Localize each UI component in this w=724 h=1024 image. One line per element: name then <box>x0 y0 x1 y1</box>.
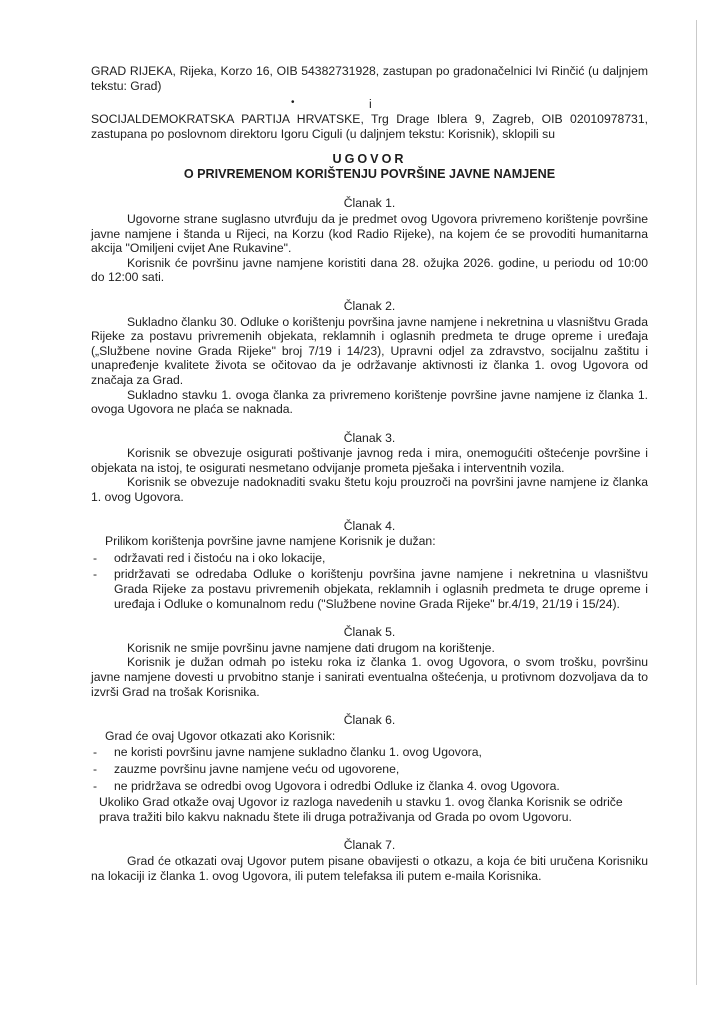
separator-word: i <box>369 97 372 112</box>
article-paragraph: Sukladno članku 30. Odluke o korištenju površina javne namjene i nekretnina u vlasništvu Grada Rijeke za postavu privremenih objekata, reklamnih i oglasnih predmeta te druge opreme i uređaja („Službene novine Grada Rijeke" broj 7/19 i 14/23), Upravni odjel za zdravstvo, socijalnu zaštitu i unapređenje kvalitete života se očitovao da je održavanje aktivnosti iz članka 1. ovog Ugovora od značaja za Grad. <box>91 314 648 387</box>
party-separator <box>91 98 648 112</box>
list-item-text: pridržavati se odredaba Odluke o korištenju površina javne namjene i nekretnina u vlasništvu Grada Rijeke za postavu privremenih objekata, reklamnih i oglasnih predmeta te druge opreme i uređaja i Odluke o komunalnom redu ("Službene novine Grada Rijeke" br.4/19, 21/19 i 15/24). <box>114 567 648 611</box>
bullet-dash: - <box>93 550 98 565</box>
article-paragraph: Ugovorne strane suglasno utvrđuju da je predmet ovog Ugovora privremeno korištenje površine javne namjene i štanda u Rijeci, na Korzu (kod Radio Rijeke), na kojem će se provoditi humanitarna akcija "Omiljeni cvijet Ane Rukavine". <box>91 211 648 256</box>
list-item <box>91 745 648 760</box>
party-grad-rijeka: GRAD RIJEKA, Rijeka, Korzo 16, OIB 54382731928, zastupan po gradonačelnici Ivi Rinčić (u daljnjem tekstu: Grad) <box>91 64 648 93</box>
article-paragraph: Sukladno stavku 1. ovoga članka za privremeno korištenje površine javne namjene iz članka 1. ovoga Ugovora ne plaća se naknada. <box>91 387 648 417</box>
article-6 <box>91 713 648 824</box>
article-2 <box>91 299 648 417</box>
article-paragraph: Korisnik je dužan odmah po isteku roka iz članka 1. ovog Ugovora, o svom trošku, površinu javne namjene dovesti u prvobitno stanje i sanirati eventualna oštećenja, u protivnom dozvoljava da to izvrši Grad na trošak Korisnika. <box>91 655 648 699</box>
title-subject: O PRIVREMENOM KORIŠTENJU POVRŠINE JAVNE NAMJENE <box>183 167 556 182</box>
article-paragraph: Korisnik se obvezuje nadoknaditi svaku štetu koju prouzroči na površini javne namjene iz članka 1. ovog Ugovora. <box>91 475 648 505</box>
article-paragraph: Korisnik se obvezuje osigurati poštivanje javnog reda i mira, onemogućiti oštećenje površine i objekata na istoj, te osigurati nesmetano odvijanje prometa pješaka i interventnih vozila. <box>91 446 648 475</box>
list-item <box>91 779 648 794</box>
party-sdp: SOCIJALDEMOKRATSKA PARTIJA HRVATSKE, Trg Drage Iblera 9, Zagreb, OIB 02010978731, zastupana po poslovnom direktoru Igoru Ciguli (u daljnjem tekstu: Korisnik), sklopili su <box>91 112 648 141</box>
contract-page <box>91 64 648 883</box>
termination-list <box>91 745 648 793</box>
list-item-text: ne koristi površinu javne namjene sukladno članku 1. ovog Ugovora, <box>114 745 482 760</box>
article-tail-paragraph: Ukoliko Grad otkaže ovaj Ugovor iz razloga navedenih u stavku 1. ovog članka Korisnik se odriče prava tražiti bilo kakvu naknadu štete ili druga potraživanja od Grada po ovom Ugovoru. <box>99 795 623 824</box>
article-heading: Članak 1. <box>343 196 396 211</box>
list-item-text: održavati red i čistoću na i oko lokacije, <box>114 550 326 565</box>
bullet-dash: - <box>93 778 98 793</box>
article-5 <box>91 625 648 699</box>
article-heading: Članak 5. <box>343 625 396 640</box>
list-item <box>91 567 648 611</box>
title-ugovor: UGOVOR <box>332 152 407 167</box>
list-item <box>91 762 648 777</box>
list-item <box>91 551 648 566</box>
list-item-text: zauzme površinu javne namjene veću od ugovorene, <box>114 761 400 776</box>
article-3 <box>91 431 648 505</box>
bullet-dash: - <box>93 567 98 582</box>
article-1 <box>91 196 648 285</box>
article-heading: Članak 7. <box>343 838 396 853</box>
article-paragraph: Korisnik će površinu javne namjene koristiti dana 28. ožujka 2026. godine, u periodu od 10:00 do 12:00 sati. <box>91 255 648 285</box>
scan-dot: • <box>291 97 295 109</box>
article-heading: Članak 3. <box>343 430 396 445</box>
article-4 <box>91 519 648 612</box>
bullet-dash: - <box>93 761 98 776</box>
scan-margin-line <box>696 20 697 985</box>
article-heading: Članak 6. <box>343 713 396 728</box>
article-7 <box>91 838 648 883</box>
bullet-dash: - <box>93 745 98 760</box>
article-intro: Prilikom korištenja površine javne namjene Korisnik je dužan: <box>105 534 436 549</box>
list-item-text: ne pridržava se odredbi ovog Ugovora i odredbi Odluke iz članka 4. ovog Ugovora. <box>114 778 560 793</box>
article-heading: Članak 2. <box>343 298 396 313</box>
article-intro: Grad će ovaj Ugovor otkazati ako Korisnik: <box>105 728 336 743</box>
contract-title <box>91 152 648 182</box>
article-paragraph: Grad će otkazati ovaj Ugovor putem pisane obavijesti o otkazu, a koja će biti uručena Korisniku na lokaciji iz članka 1. ovog Ugovora, ili putem telefaksa ili putem e-maila Korisnika. <box>91 853 648 883</box>
article-heading: Članak 4. <box>343 518 396 533</box>
article-paragraph: Korisnik ne smije površinu javne namjene dati drugom na korištenje. <box>127 640 495 655</box>
obligation-list <box>91 551 648 611</box>
